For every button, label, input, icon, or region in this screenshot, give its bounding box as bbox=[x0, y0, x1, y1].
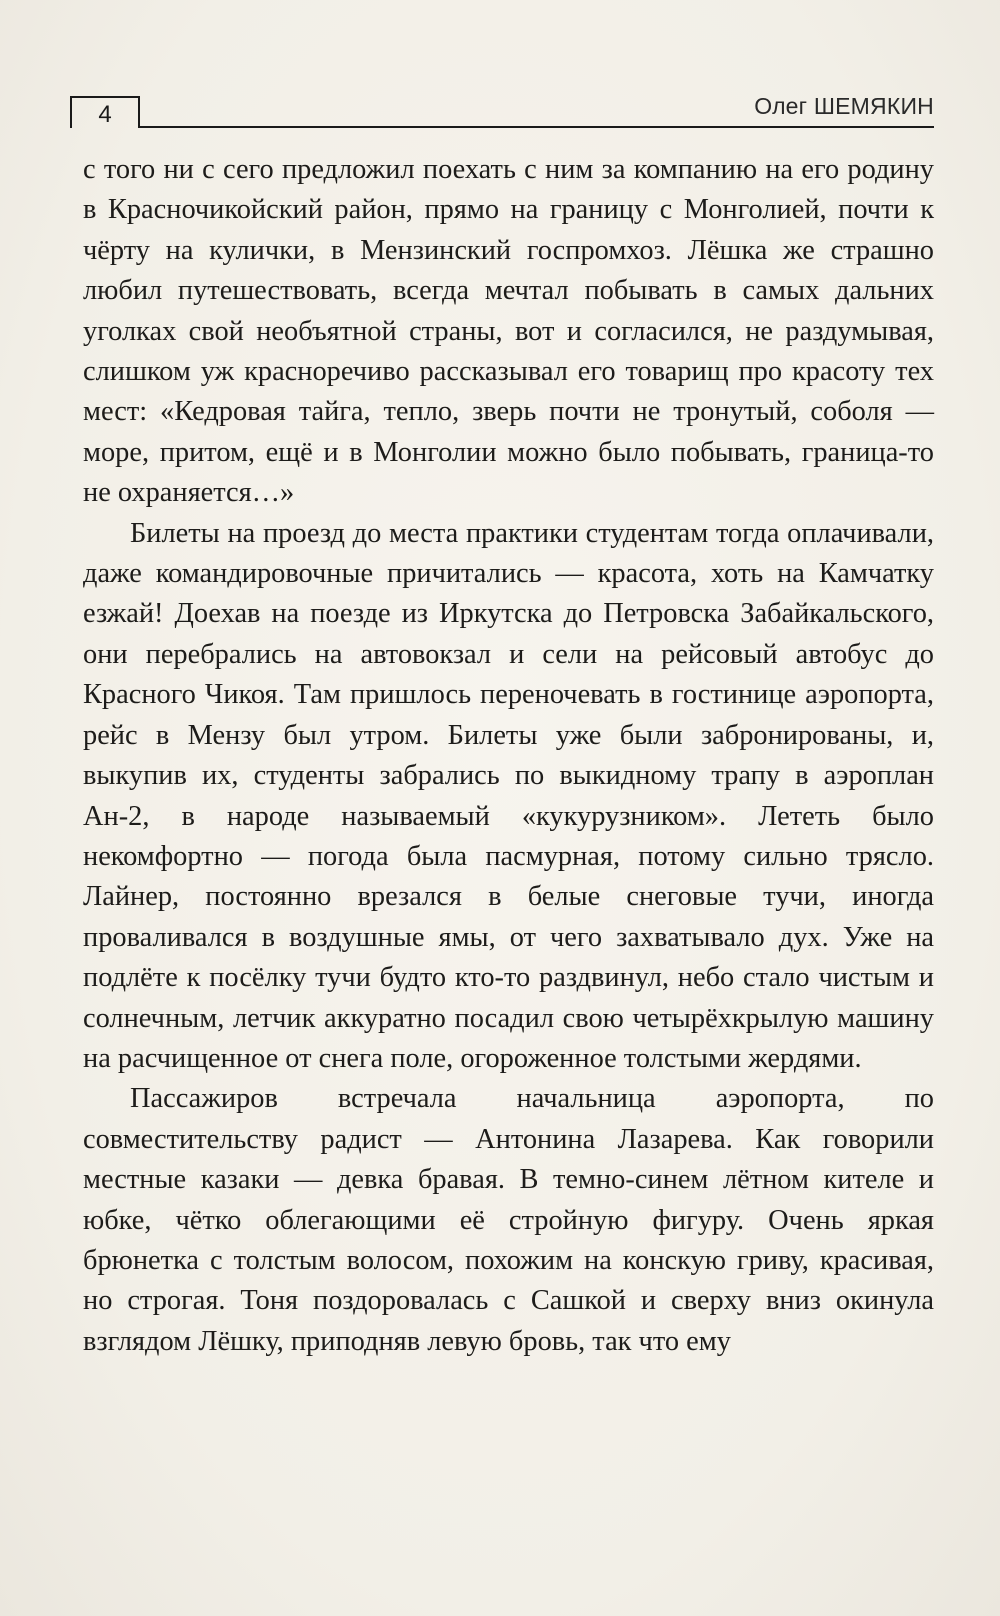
running-head-author: Олег ШЕМЯКИН bbox=[754, 93, 934, 119]
paragraph: Пассажиров встречала начальница аэропорта, по совместительству радист — Антонина Лазарева. Как говорили местные казаки — девка бравая. В темно-синем лётном кителе и юбке, чётко облегающими её стройную фигуру. Очень яркая брюнетка с толстым волосом, похожим на конскую гриву, красивая, но строгая. Тоня поздоровалась с Сашкой и сверху вниз окинула взглядом Лёшку, приподняв левую бровь, так что ему bbox=[83, 1083, 934, 1357]
header-rule bbox=[140, 126, 934, 128]
page-number: 4 bbox=[98, 101, 112, 128]
running-head bbox=[70, 88, 934, 128]
body-text bbox=[83, 150, 934, 1362]
paragraph-continuation: с того ни с сего предложил поехать с ним за компанию на его родину в Красночикойский район, прямо на границу с Монголией, почти к чёрту на кулички, в Мензинский госпромхоз. Лёшка же страшно любил путешествовать, всегда мечтал побывать в самых дальних уголках свой необъятной страны, вот и согласился, не раздумывая, слишком уж красноречиво рассказывал его товарищ про красоту тех мест: «Кедровая тайга, тепло, зверь почти не тронутый, соболя — море, притом, ещё и в Монголии можно было побывать, граница-то не охраняется…» bbox=[83, 154, 934, 509]
page-number-box bbox=[70, 96, 140, 128]
paragraph: Билеты на проезд до места практики студентам тогда оплачивали, даже командировочные причитались — красота, хоть на Камчатку езжай! Доехав на поезде из Иркутска до Петровска Забайкальского, они перебрались на автовокзал и сели на рейсовый автобус до Красного Чикоя. Там пришлось переночевать в гостинице аэропорта, рейс в Мензу был утром. Билеты уже были забронированы, и, выкупив их, студенты забрались по выкидному трапу в аэроплан Ан-2, в народе называемый «кукурузником». Лететь было некомфортно — погода была пасмурная, потому сильно трясло. Лайнер, постоянно врезался в белые снеговые тучи, иногда проваливался в воздушные ямы, от чего захватывало дух. Уже на подлёте к посёлку тучи будто кто-то раздвинул, небо стало чистым и солнечным, летчик аккуратно посадил свою четырёхкрылую машину на расчищенное от снега поле, огороженное толстыми жердями. bbox=[83, 517, 934, 1074]
